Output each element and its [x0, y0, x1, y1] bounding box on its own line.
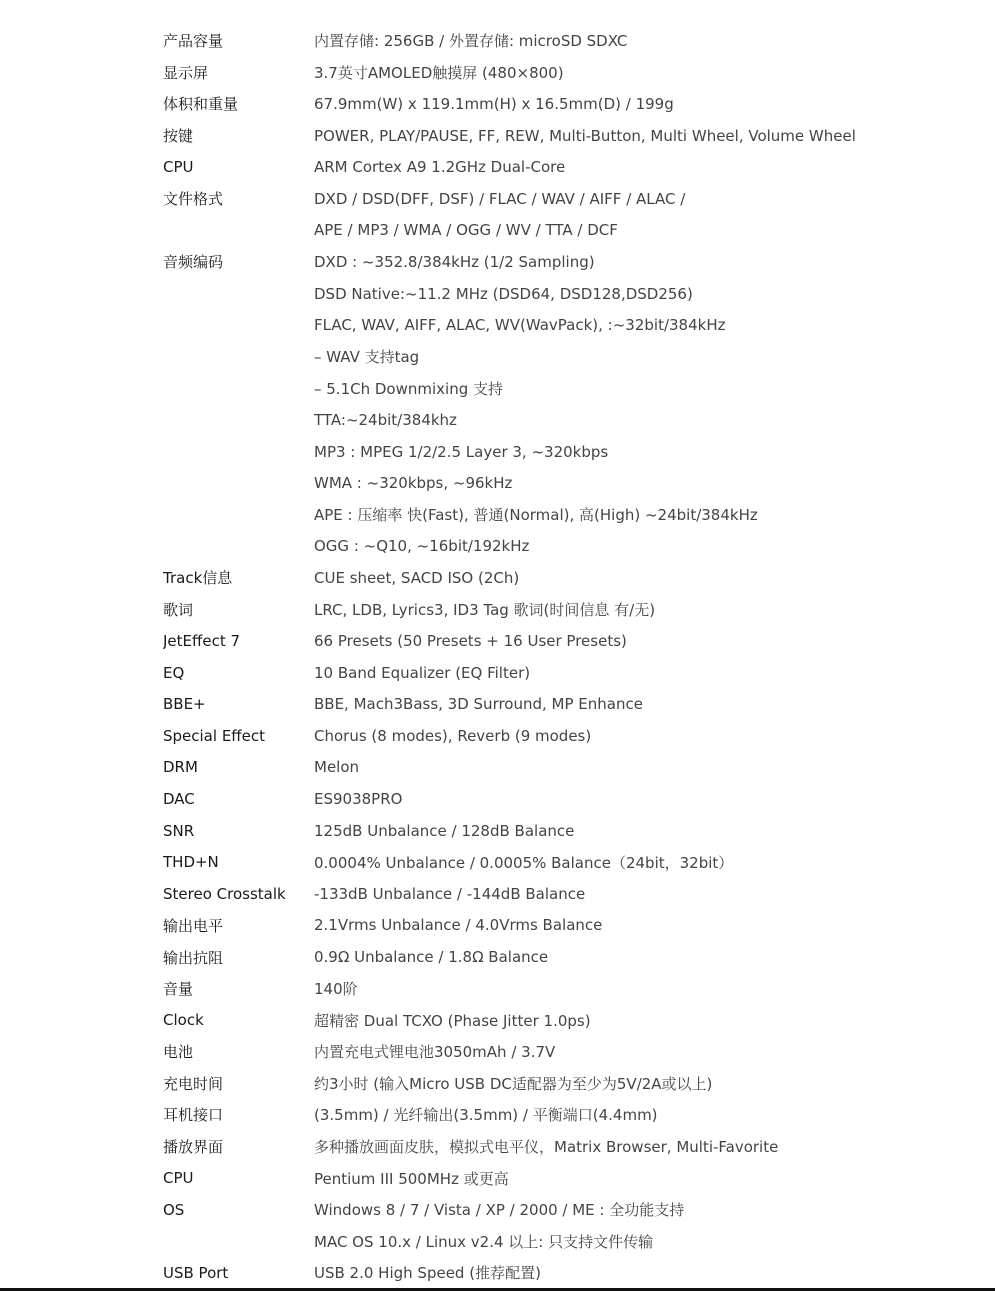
- spec-row: [163, 1004, 983, 1036]
- spec-row: [163, 657, 983, 689]
- spec-label: 播放界面: [163, 1138, 224, 1157]
- spec-row: [163, 278, 983, 310]
- spec-row: [163, 562, 983, 594]
- spec-row: [163, 1036, 983, 1068]
- spec-row: [163, 404, 983, 436]
- spec-row: [163, 846, 983, 878]
- spec-label: 音频编码: [163, 253, 224, 272]
- spec-label: Clock: [163, 1011, 204, 1030]
- spec-label: 耳机接口: [163, 1106, 224, 1125]
- spec-row: [163, 1257, 983, 1289]
- spec-value: 140阶: [314, 980, 358, 999]
- spec-value: MAC OS 10.x / Linux v2.4 以上: 只支持文件传输: [314, 1232, 654, 1251]
- spec-label: 按键: [163, 127, 194, 146]
- spec-label: JetEffect 7: [163, 632, 241, 651]
- spec-value: Chorus (8 modes), Reverb (9 modes): [314, 726, 592, 745]
- spec-row: [163, 910, 983, 942]
- spec-row: [163, 341, 983, 373]
- spec-label: 文件格式: [163, 190, 224, 209]
- spec-row: [163, 120, 983, 152]
- spec-row: [163, 531, 983, 563]
- spec-value: Pentium III 500MHz 或更高: [314, 1169, 509, 1188]
- spec-value: WMA : ~320kbps, ~96kHz: [314, 474, 513, 493]
- spec-value: 2.1Vrms Unbalance / 4.0Vrms Balance: [314, 916, 603, 935]
- spec-row: [163, 973, 983, 1005]
- spec-label: BBE+: [163, 695, 206, 714]
- spec-label: Special Effect: [163, 726, 265, 745]
- spec-value: LRC, LDB, Lyrics3, ID3 Tag 歌词(时间信息 有/无): [314, 600, 656, 619]
- spec-row: [163, 878, 983, 910]
- spec-value: APE / MP3 / WMA / OGG / WV / TTA / DCF: [314, 221, 618, 240]
- spec-value: APE : 压缩率 快(Fast), 普通(Normal), 高(High) ~24bit/384kHz: [314, 506, 758, 525]
- spec-value: ES9038PRO: [314, 790, 403, 809]
- spec-row: [163, 1194, 983, 1226]
- spec-value: MP3 : MPEG 1/2/2.5 Layer 3, ~320kbps: [314, 442, 609, 461]
- spec-label: Track信息: [163, 569, 233, 588]
- spec-row: [163, 688, 983, 720]
- spec-label: 输出抗阻: [163, 948, 224, 967]
- spec-value: -133dB Unbalance / -144dB Balance: [314, 884, 586, 903]
- spec-value: – 5.1Ch Downmixing 支持: [314, 379, 503, 398]
- spec-label: 歌词: [163, 600, 194, 619]
- spec-row: [163, 720, 983, 752]
- spec-value: Windows 8 / 7 / Vista / XP / 2000 / ME : 全功能支持: [314, 1201, 685, 1220]
- spec-row: [163, 594, 983, 626]
- spec-label: CPU: [163, 158, 194, 177]
- spec-row: [163, 467, 983, 499]
- spec-label: 充电时间: [163, 1074, 224, 1093]
- spec-row: [163, 815, 983, 847]
- spec-value: POWER, PLAY/PAUSE, FF, REW, Multi-Button, Multi Wheel, Volume Wheel: [314, 126, 856, 145]
- spec-row: [163, 57, 983, 89]
- spec-value: 内置存储: 256GB / 外置存储: microSD SDXC: [314, 32, 628, 51]
- spec-label: 电池: [163, 1043, 194, 1062]
- spec-value: Melon: [314, 758, 360, 777]
- spec-value: 0.9Ω Unbalance / 1.8Ω Balance: [314, 948, 549, 967]
- spec-row: [163, 246, 983, 278]
- spec-row: [163, 151, 983, 183]
- spec-label: DAC: [163, 790, 195, 809]
- spec-label: 音量: [163, 980, 194, 999]
- spec-value: OGG : ~Q10, ~16bit/192kHz: [314, 537, 530, 556]
- spec-row: [163, 783, 983, 815]
- spec-row: [163, 25, 983, 57]
- spec-value: DSD Native:~11.2 MHz (DSD64, DSD128,DSD256): [314, 284, 693, 303]
- spec-label: 体积和重量: [163, 95, 239, 114]
- spec-row: [163, 1226, 983, 1258]
- spec-table: [163, 25, 983, 1289]
- spec-value: 67.9mm(W) x 119.1mm(H) x 16.5mm(D) / 199g: [314, 94, 674, 113]
- spec-value: 3.7英寸AMOLED触摸屏 (480×800): [314, 63, 564, 82]
- spec-label: USB Port: [163, 1263, 229, 1282]
- spec-value: DXD / DSD(DFF, DSF) / FLAC / WAV / AIFF / ALAC /: [314, 189, 686, 208]
- spec-row: [163, 752, 983, 784]
- spec-value: 约3小时 (输入Micro USB DC适配器为至少为5V/2A或以上): [314, 1074, 713, 1093]
- spec-value: TTA:~24bit/384khz: [314, 410, 457, 429]
- spec-row: [163, 436, 983, 468]
- spec-value: 0.0004% Unbalance / 0.0005% Balance（24bit，32bit）: [314, 853, 734, 872]
- spec-value: FLAC, WAV, AIFF, ALAC, WV(WavPack), :~32bit/384kHz: [314, 316, 726, 335]
- spec-row: [163, 499, 983, 531]
- spec-row: [163, 373, 983, 405]
- spec-value: 125dB Unbalance / 128dB Balance: [314, 821, 575, 840]
- spec-value: 内置充电式锂电池3050mAh / 3.7V: [314, 1043, 556, 1062]
- spec-value: ARM Cortex A9 1.2GHz Dual-Core: [314, 158, 566, 177]
- spec-label: CPU: [163, 1169, 194, 1188]
- spec-row: [163, 183, 983, 215]
- spec-row: [163, 88, 983, 120]
- spec-row: [163, 625, 983, 657]
- spec-value: BBE, Mach3Bass, 3D Surround, MP Enhance: [314, 695, 643, 714]
- spec-value: 超精密 Dual TCXO (Phase Jitter 1.0ps): [314, 1011, 591, 1030]
- spec-row: [163, 215, 983, 247]
- spec-row: [163, 309, 983, 341]
- spec-value: USB 2.0 High Speed (推荐配置): [314, 1264, 541, 1283]
- spec-value: CUE sheet, SACD ISO (2Ch): [314, 568, 520, 587]
- spec-value: 10 Band Equalizer (EQ Filter): [314, 663, 531, 682]
- spec-label: THD+N: [163, 853, 219, 872]
- spec-label: Stereo Crosstalk: [163, 884, 286, 903]
- spec-label: 产品容量: [163, 32, 224, 51]
- spec-label: EQ: [163, 663, 185, 682]
- spec-row: [163, 1099, 983, 1131]
- spec-label: 显示屏: [163, 63, 209, 82]
- spec-row: [163, 1068, 983, 1100]
- spec-label: DRM: [163, 758, 198, 777]
- spec-row: [163, 941, 983, 973]
- spec-label: 输出电平: [163, 916, 224, 935]
- spec-value: 66 Presets (50 Presets + 16 User Presets): [314, 632, 627, 651]
- spec-value: DXD : ~352.8/384kHz (1/2 Sampling): [314, 252, 595, 271]
- spec-value: (3.5mm) / 光纤输出(3.5mm) / 平衡端口(4.4mm): [314, 1106, 658, 1125]
- spec-label: OS: [163, 1200, 185, 1219]
- spec-row: [163, 1131, 983, 1163]
- spec-row: [163, 1162, 983, 1194]
- spec-value: – WAV 支持tag: [314, 348, 420, 367]
- spec-label: SNR: [163, 821, 195, 840]
- spec-value: 多种播放画面皮肤，模拟式电平仪，Matrix Browser, Multi-Favorite: [314, 1138, 779, 1157]
